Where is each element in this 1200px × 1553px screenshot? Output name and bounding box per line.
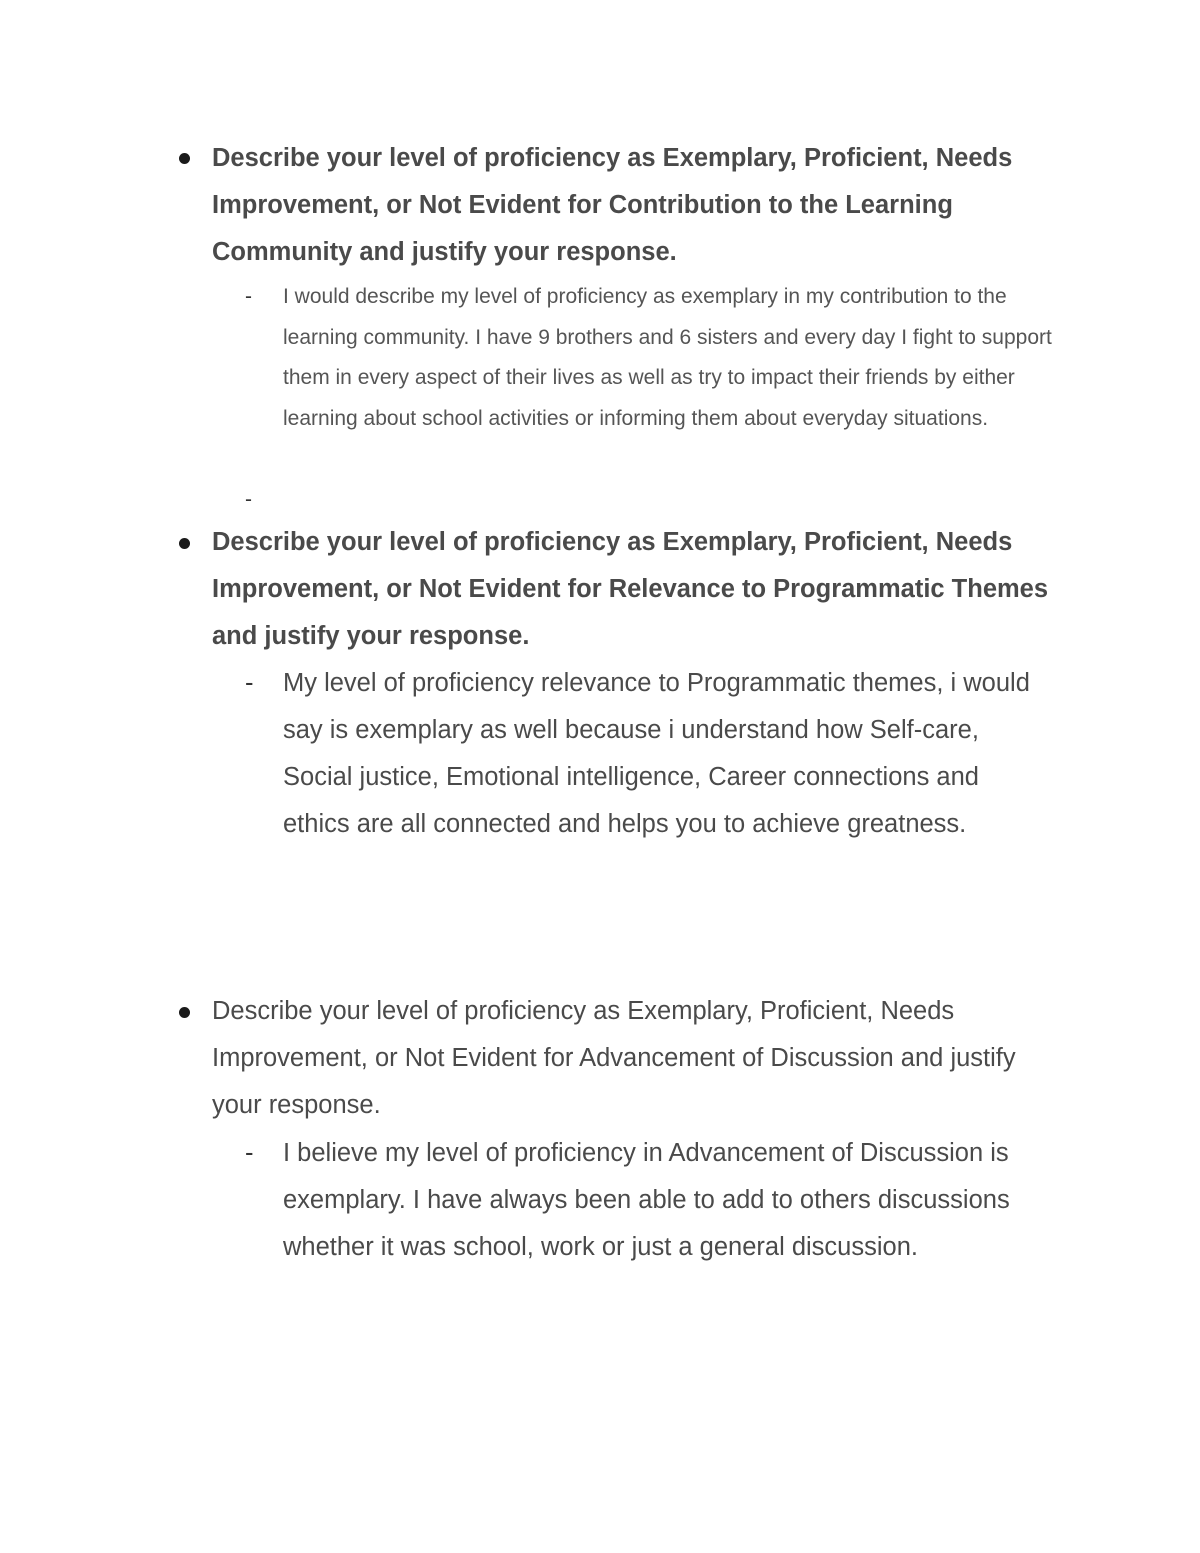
- answer-1: I would describe my level of proficiency as exemplary in my contribution to the learning community. I have 9 brothers and 6 sisters and every day I fight to support them in every aspect of their lives as well as try to impact their friends by either learning about school activities or informing them about everyday situations.: [283, 285, 1052, 430]
- dash-marker: -: [245, 669, 254, 697]
- bullet-icon: [179, 538, 190, 549]
- question-1: Describe your level of proficiency as Exemplary, Proficient, Needs Improvement, or Not Evident for Contribution to the Learning Community and justify your response.: [212, 144, 1013, 266]
- bullet-icon: [179, 153, 190, 164]
- bullet-icon: [179, 1007, 190, 1018]
- question-3: Describe your level of proficiency as Exemplary, Proficient, Needs Improvement, or Not Evident for Advancement of Discussion and justify your response.: [212, 997, 1016, 1119]
- dash-marker: -: [245, 1139, 254, 1167]
- question-2: Describe your level of proficiency as Exemplary, Proficient, Needs Improvement, or Not Evident for Relevance to Programmatic Themes and justify your response.: [212, 528, 1049, 650]
- dash-marker: -: [245, 285, 252, 308]
- answer-2: My level of proficiency relevance to Programmatic themes, i would say is exemplary as well because i understand how Self-care, Social justice, Emotional intelligence, Career connections and ethics are all connected and helps you to achieve greatness.: [283, 669, 1030, 838]
- dash-marker-empty: -: [245, 488, 252, 511]
- answer-3: I believe my level of proficiency in Advancement of Discussion is exemplary. I have always been able to add to others discussions whether it was school, work or just a general discussion.: [283, 1139, 1010, 1261]
